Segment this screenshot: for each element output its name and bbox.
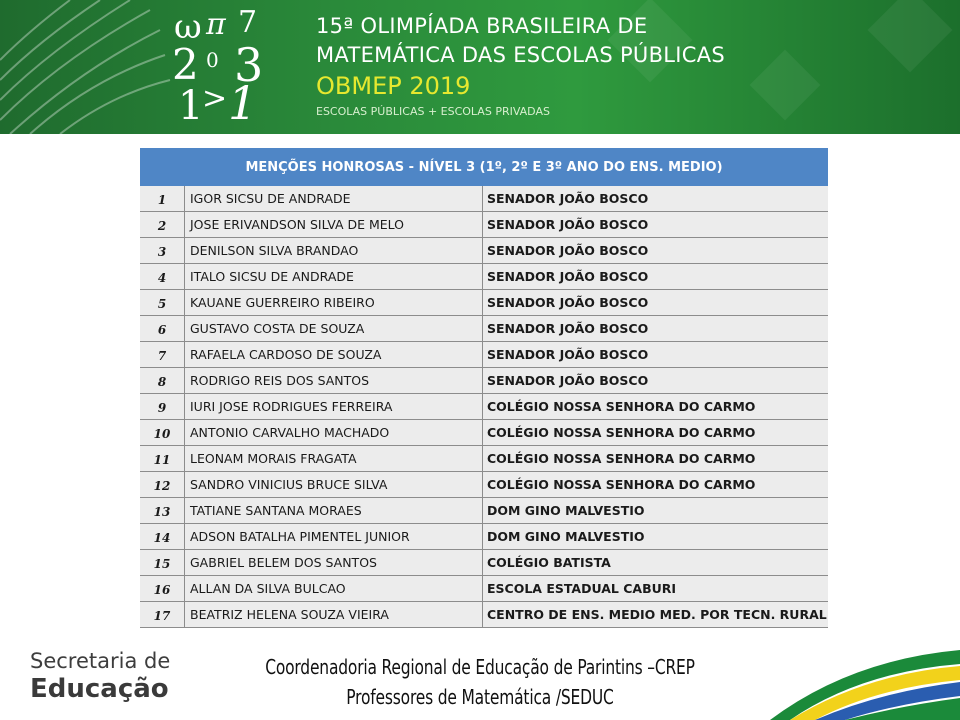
student-name: SANDRO VINICIUS BRUCE SILVA (184, 472, 482, 497)
logo-glyph-1b: 1 (228, 76, 258, 130)
row-number: 16 (153, 583, 171, 597)
school-name: CENTRO DE ENS. MEDIO MED. POR TECN. RURAL (482, 602, 828, 627)
student-name: ITALO SICSU DE ANDRADE (184, 264, 482, 289)
row-number: 7 (157, 349, 167, 363)
student-name: GABRIEL BELEM DOS SANTOS (184, 550, 482, 575)
logo-glyph-pi: π (206, 7, 226, 42)
school-name: SENADOR JOÃO BOSCO (482, 264, 828, 289)
school-name: COLÉGIO BATISTA (482, 550, 828, 575)
row-number: 8 (157, 375, 167, 389)
student-name: KAUANE GUERREIRO RIBEIRO (184, 290, 482, 315)
table-row (140, 472, 828, 498)
row-number: 17 (153, 609, 171, 623)
school-name: DOM GINO MALVESTIO (482, 498, 828, 523)
row-number: 15 (153, 557, 171, 571)
table-row (140, 316, 828, 342)
school-name: SENADOR JOÃO BOSCO (482, 238, 828, 263)
student-name: IURI JOSE RODRIGUES FERREIRA (184, 394, 482, 419)
obmep-logo (168, 6, 288, 130)
banner-subtitle: ESCOLAS PÚBLICAS + ESCOLAS PRIVADAS (316, 105, 550, 118)
table-row (140, 238, 828, 264)
secretaria-logo-line-1: Secretaria de (30, 649, 171, 673)
table-row (140, 368, 828, 394)
row-number: 12 (153, 479, 171, 493)
school-name: SENADOR JOÃO BOSCO (482, 290, 828, 315)
student-name: RAFAELA CARDOSO DE SOUZA (184, 342, 482, 367)
school-name: SENADOR JOÃO BOSCO (482, 342, 828, 367)
row-number: 9 (157, 401, 167, 415)
title-line-1: 15ª OLIMPÍADA BRASILEIRA DE (316, 14, 648, 38)
student-name: ADSON BATALHA PIMENTEL JUNIOR (184, 524, 482, 549)
student-name: LEONAM MORAIS FRAGATA (184, 446, 482, 471)
row-number: 14 (153, 531, 171, 545)
student-name: BEATRIZ HELENA SOUZA VIEIRA (184, 602, 482, 627)
honorable-mentions-table (140, 148, 828, 628)
row-number: 6 (157, 323, 167, 337)
logo-glyph-2: 2 (172, 40, 199, 89)
table-row (140, 290, 828, 316)
logo-glyph-1a: 1 (178, 83, 204, 129)
title-block (316, 12, 725, 121)
school-name: SENADOR JOÃO BOSCO (482, 186, 828, 211)
school-name: SENADOR JOÃO BOSCO (482, 316, 828, 341)
row-number: 1 (157, 193, 167, 207)
row-number: 2 (157, 219, 167, 233)
school-name: COLÉGIO NOSSA SENHORA DO CARMO (482, 420, 828, 445)
footer-line-1: Coordenadoria Regional de Educação de Parintins –CREP (265, 655, 695, 679)
row-number: 13 (153, 505, 171, 519)
row-number: 5 (157, 297, 167, 311)
school-name: COLÉGIO NOSSA SENHORA DO CARMO (482, 446, 828, 471)
school-name: DOM GINO MALVESTIO (482, 524, 828, 549)
table-row (140, 342, 828, 368)
flag-swoosh-icon (760, 640, 960, 720)
table-row (140, 212, 828, 238)
table-row (140, 264, 828, 290)
logo-glyph-7: 7 (238, 5, 258, 40)
row-number: 10 (153, 427, 171, 441)
logo-glyph-omega: ω (174, 7, 202, 47)
table-heading: MENÇÕES HONROSAS - NÍVEL 3 (1º, 2º E 3º ANO DO ENS. MEDIO) (140, 148, 828, 186)
student-name: ALLAN DA SILVA BULCAO (184, 576, 482, 601)
logo-glyph-gt: > (202, 81, 228, 116)
logo-glyph-0: 0 (206, 48, 219, 72)
table-row (140, 394, 828, 420)
table-body (140, 186, 828, 628)
school-name: SENADOR JOÃO BOSCO (482, 368, 828, 393)
edition-title: OBMEP 2019 (316, 72, 471, 100)
row-number: 3 (157, 245, 167, 259)
secretaria-logo (30, 648, 170, 704)
student-name: DENILSON SILVA BRANDAO (184, 238, 482, 263)
footer-credits (200, 652, 760, 712)
secretaria-logo-line-2: Educação (30, 674, 169, 704)
student-name: TATIANE SANTANA MORAES (184, 498, 482, 523)
table-row (140, 420, 828, 446)
footer-line-2: Professores de Matemática /SEDUC (346, 685, 614, 709)
row-number: 11 (153, 453, 171, 467)
title-line-2: MATEMÁTICA DAS ESCOLAS PÚBLICAS (316, 43, 726, 67)
school-name: COLÉGIO NOSSA SENHORA DO CARMO (482, 472, 828, 497)
table-row (140, 524, 828, 550)
school-name: ESCOLA ESTADUAL CABURI (482, 576, 828, 601)
table-row (140, 446, 828, 472)
student-name: RODRIGO REIS DOS SANTOS (184, 368, 482, 393)
row-number: 4 (157, 271, 167, 285)
school-name: SENADOR JOÃO BOSCO (482, 212, 828, 237)
logo-glyph-3: 3 (234, 38, 264, 92)
table-row (140, 602, 828, 628)
student-name: JOSE ERIVANDSON SILVA DE MELO (184, 212, 482, 237)
student-name: ANTONIO CARVALHO MACHADO (184, 420, 482, 445)
header-banner (0, 0, 960, 134)
school-name: COLÉGIO NOSSA SENHORA DO CARMO (482, 394, 828, 419)
table-row (140, 550, 828, 576)
table-row (140, 498, 828, 524)
table-row (140, 186, 828, 212)
student-name: IGOR SICSU DE ANDRADE (184, 186, 482, 211)
student-name: GUSTAVO COSTA DE SOUZA (184, 316, 482, 341)
table-row (140, 576, 828, 602)
